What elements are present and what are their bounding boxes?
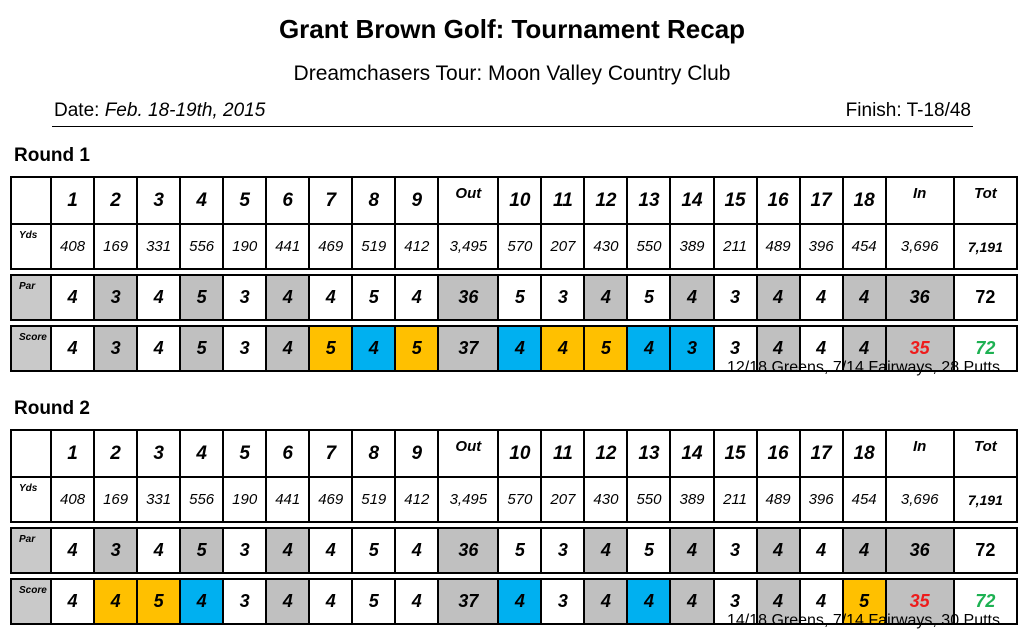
hole-number: 11: [541, 177, 584, 224]
par-cell: 36: [886, 528, 954, 573]
score-cell: 5: [180, 326, 223, 371]
score-cell: 35: [886, 579, 954, 624]
par-cell: 5: [498, 528, 541, 573]
par-cell: 3: [223, 528, 266, 573]
hole-number: 17: [800, 430, 843, 477]
page-title: Grant Brown Golf: Tournament Recap: [278, 14, 746, 44]
hole-number: 6: [266, 177, 309, 224]
corner-cell: [11, 430, 51, 477]
par-cell: 36: [438, 528, 498, 573]
hole-header-row: [11, 177, 1017, 224]
hole-number: 9: [395, 430, 438, 477]
par-cell: 5: [352, 528, 395, 573]
score-cell: 4: [800, 326, 843, 371]
hole-number: 10: [498, 430, 541, 477]
score-cell: 4: [395, 579, 438, 624]
par-cell: 5: [180, 275, 223, 320]
hole-number: Tot: [954, 177, 1017, 224]
yards-cell: 211: [714, 477, 757, 522]
yards-cell: 190: [223, 477, 266, 522]
hole-number: In: [886, 430, 954, 477]
par-cell: 4: [395, 528, 438, 573]
date-text: [54, 100, 265, 122]
score-cell: 4: [352, 326, 395, 371]
par-cell: 4: [51, 275, 94, 320]
page-subtitle: Dreamchasers Tour: Moon Valley Country Club: [293, 62, 731, 85]
hole-number: 2: [94, 430, 137, 477]
hole-number: 14: [670, 177, 713, 224]
score-cell: 72: [954, 579, 1017, 624]
hole-number: 2: [94, 177, 137, 224]
round-1-stats: 12/18 Greens, 7/14 Fairways, 28 Putts: [726, 359, 1000, 376]
par-label: Par: [11, 275, 51, 320]
yards-cell: 7,191: [954, 224, 1017, 269]
yards-cell: 430: [584, 224, 627, 269]
yards-cell: 211: [714, 224, 757, 269]
yards-cell: 396: [800, 477, 843, 522]
date-finish-row: [52, 98, 973, 127]
yards-cell: 190: [223, 224, 266, 269]
yards-cell: 207: [541, 224, 584, 269]
hole-number: 8: [352, 430, 395, 477]
par-cell: 4: [757, 528, 800, 573]
round-1-label: Round 1: [14, 145, 90, 166]
hole-number: 1: [51, 177, 94, 224]
yards-cell: 550: [627, 224, 670, 269]
hole-number: 6: [266, 430, 309, 477]
par-row: [11, 275, 1017, 320]
yards-cell: 207: [541, 477, 584, 522]
round-2-scorecard: [10, 429, 1018, 625]
par-label: Par: [11, 528, 51, 573]
yards-cell: 519: [352, 477, 395, 522]
hole-number: 4: [180, 177, 223, 224]
hole-number: 7: [309, 177, 352, 224]
round-1-scorecard: [10, 176, 1018, 372]
yards-cell: 469: [309, 477, 352, 522]
par-cell: 5: [180, 528, 223, 573]
hole-number: 4: [180, 430, 223, 477]
hole-header-row: [11, 430, 1017, 477]
par-cell: 4: [137, 275, 180, 320]
par-cell: 4: [843, 275, 886, 320]
yards-cell: 430: [584, 477, 627, 522]
score-cell: 4: [51, 326, 94, 371]
yards-cell: 3,696: [886, 224, 954, 269]
score-cell: 4: [541, 326, 584, 371]
par-cell: 5: [352, 275, 395, 320]
par-cell: 4: [309, 275, 352, 320]
score-cell: 4: [51, 579, 94, 624]
par-cell: 4: [137, 528, 180, 573]
yards-cell: 3,495: [438, 224, 498, 269]
par-cell: 3: [94, 275, 137, 320]
yards-cell: 454: [843, 477, 886, 522]
par-cell: 3: [541, 528, 584, 573]
score-cell: 4: [757, 326, 800, 371]
par-cell: 36: [886, 275, 954, 320]
hole-number: 7: [309, 430, 352, 477]
score-cell: 5: [137, 579, 180, 624]
score-cell: 5: [584, 326, 627, 371]
yards-cell: 489: [757, 224, 800, 269]
yards-row: [11, 477, 1017, 522]
par-cell: 4: [757, 275, 800, 320]
score-cell: 5: [352, 579, 395, 624]
yards-cell: 519: [352, 224, 395, 269]
hole-number: 13: [627, 177, 670, 224]
round-2-stats: 14/18 Greens, 7/14 Fairways, 30 Putts: [726, 612, 1000, 629]
score-label: Score: [11, 326, 51, 371]
score-cell: 4: [627, 326, 670, 371]
par-cell: 3: [94, 528, 137, 573]
hole-number: 3: [137, 430, 180, 477]
score-cell: 3: [94, 326, 137, 371]
par-cell: 4: [266, 528, 309, 573]
yards-cell: 396: [800, 224, 843, 269]
hole-number: 15: [714, 430, 757, 477]
score-cell: 37: [438, 326, 498, 371]
score-cell: 4: [266, 579, 309, 624]
yards-cell: 412: [395, 477, 438, 522]
hole-number: 12: [584, 430, 627, 477]
par-cell: 4: [584, 528, 627, 573]
par-cell: 5: [498, 275, 541, 320]
par-cell: 5: [627, 275, 670, 320]
hole-number: 13: [627, 430, 670, 477]
yards-cell: 3,696: [886, 477, 954, 522]
par-cell: 4: [670, 528, 713, 573]
yards-cell: 331: [137, 224, 180, 269]
finish-text: Finish: T-18/48: [845, 100, 971, 121]
corner-cell: [11, 177, 51, 224]
par-cell: 4: [800, 528, 843, 573]
yards-cell: 489: [757, 477, 800, 522]
par-cell: 5: [627, 528, 670, 573]
par-cell: 4: [395, 275, 438, 320]
score-cell: 5: [395, 326, 438, 371]
yards-cell: 389: [670, 477, 713, 522]
score-cell: 3: [714, 326, 757, 371]
score-cell: 4: [498, 579, 541, 624]
par-cell: 3: [714, 528, 757, 573]
par-cell: 4: [800, 275, 843, 320]
par-cell: 4: [309, 528, 352, 573]
yards-cell: 331: [137, 477, 180, 522]
par-cell: 4: [670, 275, 713, 320]
score-cell: 4: [584, 579, 627, 624]
score-cell: 4: [266, 326, 309, 371]
hole-number: 8: [352, 177, 395, 224]
yards-row: [11, 224, 1017, 269]
yards-cell: 3,495: [438, 477, 498, 522]
yards-cell: 169: [94, 477, 137, 522]
yards-cell: 7,191: [954, 477, 1017, 522]
score-cell: 4: [309, 579, 352, 624]
score-cell: 5: [843, 579, 886, 624]
score-cell: 4: [180, 579, 223, 624]
par-cell: 3: [714, 275, 757, 320]
round-2-label: Round 2: [14, 398, 90, 419]
par-cell: 3: [541, 275, 584, 320]
score-cell: 37: [438, 579, 498, 624]
hole-number: 9: [395, 177, 438, 224]
yards-cell: 169: [94, 224, 137, 269]
hole-number: 15: [714, 177, 757, 224]
par-row: [11, 528, 1017, 573]
hole-number: Out: [438, 430, 498, 477]
yards-cell: 454: [843, 224, 886, 269]
score-cell: 4: [800, 579, 843, 624]
score-label: Score: [11, 579, 51, 624]
score-cell: 4: [843, 326, 886, 371]
date-value: Feb. 18-19th, 2015: [104, 100, 266, 121]
yards-cell: 556: [180, 477, 223, 522]
score-cell: 5: [309, 326, 352, 371]
yards-cell: 389: [670, 224, 713, 269]
yards-cell: 469: [309, 224, 352, 269]
score-cell: 35: [886, 326, 954, 371]
yards-cell: 408: [51, 477, 94, 522]
par-cell: 4: [584, 275, 627, 320]
hole-number: Tot: [954, 430, 1017, 477]
yds-label: Yds: [11, 477, 51, 522]
score-cell: 4: [757, 579, 800, 624]
hole-number: 12: [584, 177, 627, 224]
par-cell: 3: [223, 275, 266, 320]
par-cell: 72: [954, 275, 1017, 320]
hole-number: 11: [541, 430, 584, 477]
yards-cell: 441: [266, 224, 309, 269]
hole-number: 16: [757, 430, 800, 477]
yards-cell: 441: [266, 477, 309, 522]
yards-cell: 570: [498, 477, 541, 522]
hole-number: 5: [223, 177, 266, 224]
hole-number: 16: [757, 177, 800, 224]
par-cell: 4: [843, 528, 886, 573]
hole-number: 18: [843, 430, 886, 477]
date-label: Date:: [54, 100, 105, 121]
yds-label: Yds: [11, 224, 51, 269]
score-cell: 3: [223, 326, 266, 371]
hole-number: 10: [498, 177, 541, 224]
score-cell: 4: [94, 579, 137, 624]
score-cell: 3: [670, 326, 713, 371]
hole-number: 18: [843, 177, 886, 224]
score-cell: 4: [627, 579, 670, 624]
hole-number: 1: [51, 430, 94, 477]
hole-number: Out: [438, 177, 498, 224]
score-cell: 4: [670, 579, 713, 624]
par-cell: 4: [51, 528, 94, 573]
yards-cell: 412: [395, 224, 438, 269]
yards-cell: 550: [627, 477, 670, 522]
par-cell: 4: [266, 275, 309, 320]
yards-cell: 570: [498, 224, 541, 269]
hole-number: 14: [670, 430, 713, 477]
par-cell: 72: [954, 528, 1017, 573]
par-cell: 36: [438, 275, 498, 320]
score-cell: 4: [498, 326, 541, 371]
hole-number: 17: [800, 177, 843, 224]
yards-cell: 408: [51, 224, 94, 269]
yards-cell: 556: [180, 224, 223, 269]
score-cell: 3: [223, 579, 266, 624]
score-cell: 3: [714, 579, 757, 624]
score-cell: 3: [541, 579, 584, 624]
hole-number: 5: [223, 430, 266, 477]
hole-number: 3: [137, 177, 180, 224]
hole-number: In: [886, 177, 954, 224]
score-cell: 72: [954, 326, 1017, 371]
score-cell: 4: [137, 326, 180, 371]
